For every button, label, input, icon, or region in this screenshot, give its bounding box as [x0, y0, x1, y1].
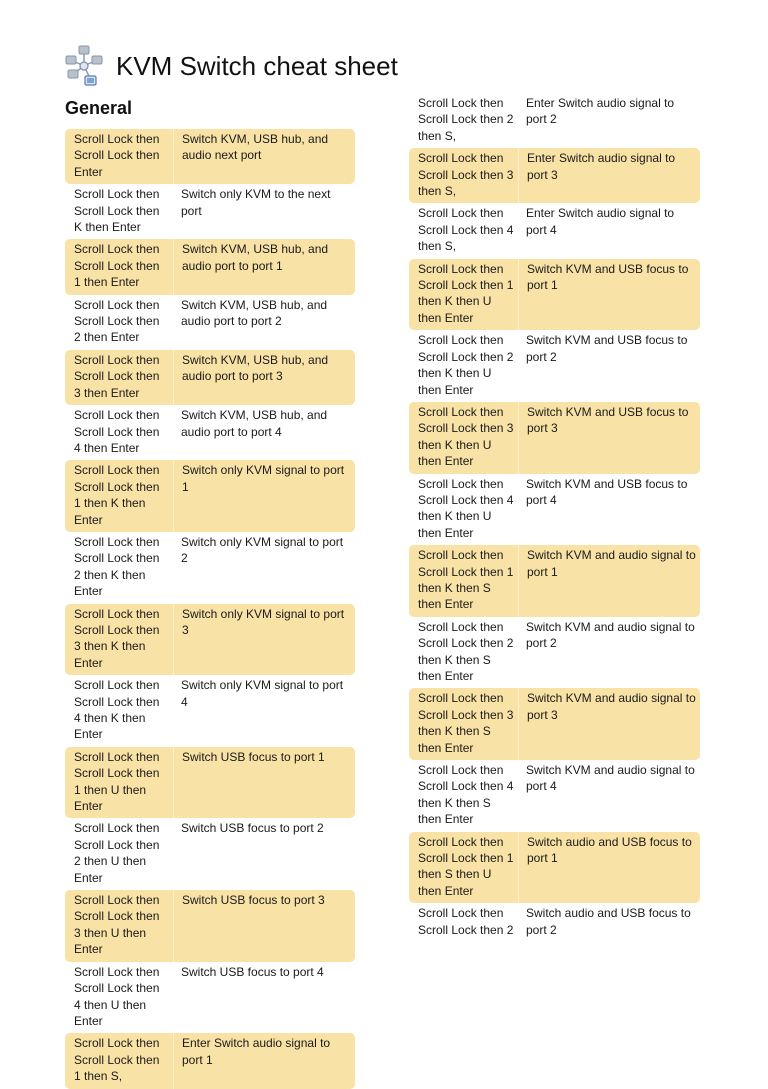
shortcut-description: Switch USB focus to port 2 [181, 821, 324, 836]
shortcut-row [409, 93, 700, 148]
shortcut-keys: Scroll Lock then Scroll Lock then 1 then K then U then Enter [418, 261, 514, 325]
shortcut-description: Switch KVM and audio signal to port 1 [518, 545, 700, 617]
shortcut-description: Switch only KVM signal to port 4 [181, 678, 344, 709]
shortcut-keys: Scroll Lock then Scroll Lock then 3 then S, [418, 151, 514, 199]
shortcut-keys: Scroll Lock then Scroll Lock then 1 then K then S then Enter [418, 548, 514, 612]
shortcut-row [409, 760, 700, 832]
page-title: KVM Switch cheat sheet [116, 50, 398, 81]
shortcut-row [65, 350, 355, 405]
shortcut-row [65, 747, 355, 819]
shortcut-keys: Scroll Lock then Scroll Lock then 1 then Enter [74, 242, 160, 290]
shortcut-row [409, 203, 700, 258]
shortcut-description: Switch KVM, USB hub, and audio port to port 3 [173, 350, 355, 405]
shortcut-keys: Scroll Lock then Scroll Lock then 4 then S, [418, 206, 514, 254]
shortcut-keys: Scroll Lock then Scroll Lock then 2 [418, 906, 514, 937]
shortcut-description: Switch KVM and USB focus to port 4 [526, 476, 688, 507]
shortcut-keys: Scroll Lock then Scroll Lock then 2 then U then Enter [74, 821, 160, 885]
network-hub-icon [64, 44, 104, 88]
shortcut-row [409, 330, 700, 402]
shortcut-description: Switch KVM and audio signal to port 2 [526, 619, 695, 651]
shortcut-description: Switch KVM and USB focus to port 2 [526, 333, 688, 364]
shortcut-keys: Scroll Lock then Scroll Lock then 3 then U then Enter [74, 893, 160, 957]
right-column [409, 93, 700, 942]
shortcut-keys: Scroll Lock then Scroll Lock then 1 then K then Enter [74, 463, 160, 527]
shortcut-keys: Scroll Lock then Scroll Lock then 3 then Enter [74, 352, 160, 400]
shortcut-description: Switch KVM, USB hub, and audio port to port 4 [181, 408, 328, 439]
shortcut-keys: Scroll Lock then Scroll Lock then 4 then Enter [74, 408, 160, 455]
shortcut-row [65, 818, 355, 890]
shortcut-keys: Scroll Lock then Scroll Lock then 3 then K then U then Enter [418, 404, 514, 469]
shortcut-keys: Scroll Lock then Scroll Lock then K then Enter [74, 187, 160, 235]
shortcut-description: Switch KVM, USB hub, and audio port to port 2 [181, 297, 328, 329]
shortcut-row [65, 890, 355, 962]
section-title: General [65, 98, 133, 118]
shortcut-description: Switch only KVM signal to port 3 [173, 604, 355, 676]
shortcut-keys: Scroll Lock then Scroll Lock then 4 then K then U then Enter [418, 476, 514, 540]
shortcut-keys: Scroll Lock then Scroll Lock then 1 then S, [74, 1036, 160, 1084]
shortcut-keys: Scroll Lock then Scroll Lock then 3 then K then S then Enter [418, 691, 514, 755]
shortcut-keys: Scroll Lock then Scroll Lock then 2 then K then Enter [74, 534, 160, 599]
shortcut-row [409, 545, 700, 617]
shortcut-keys: Scroll Lock then Scroll Lock then 4 then U then Enter [74, 964, 160, 1028]
shortcut-keys: Scroll Lock then Scroll Lock then 1 then S then U then Enter [418, 834, 514, 898]
shortcut-row [65, 460, 355, 532]
shortcut-description: Enter Switch audio signal to port 3 [518, 148, 700, 203]
shortcut-description: Switch only KVM to the next port [181, 187, 331, 218]
shortcut-row [65, 675, 355, 747]
shortcut-row [65, 604, 355, 676]
shortcut-description: Switch KVM, USB hub, and audio port to port 1 [173, 239, 355, 294]
shortcut-row [65, 532, 355, 604]
shortcut-keys: Scroll Lock then Scroll Lock then Enter [74, 132, 160, 179]
left-column [65, 129, 355, 1089]
shortcut-row [65, 405, 355, 460]
shortcut-description: Switch USB focus to port 1 [173, 747, 355, 819]
shortcut-description: Switch KVM and audio signal to port 4 [526, 763, 695, 794]
shortcut-keys: Scroll Lock then Scroll Lock then 4 then K then Enter [74, 678, 160, 742]
shortcut-row [409, 474, 700, 546]
header [64, 42, 398, 90]
shortcut-description: Switch KVM and USB focus to port 1 [518, 259, 700, 331]
shortcut-row [65, 962, 355, 1034]
shortcut-keys: Scroll Lock then Scroll Lock then 4 then K then S then Enter [418, 763, 514, 827]
shortcut-keys: Scroll Lock then Scroll Lock then 2 then Enter [74, 297, 160, 345]
shortcut-keys: Scroll Lock then Scroll Lock then 1 then U then Enter [74, 749, 160, 814]
shortcut-row [65, 239, 355, 294]
shortcut-row [65, 184, 355, 239]
shortcut-description: Enter Switch audio signal to port 2 [526, 96, 675, 127]
shortcut-description: Switch KVM, USB hub, and audio next port [173, 129, 355, 184]
shortcut-description: Enter Switch audio signal to port 1 [173, 1033, 355, 1088]
shortcut-row [65, 1033, 355, 1088]
shortcut-description: Switch only KVM signal to port 2 [181, 534, 344, 566]
shortcut-description: Switch audio and USB focus to port 2 [526, 906, 691, 937]
shortcut-row [65, 295, 355, 350]
shortcut-description: Switch only KVM signal to port 1 [173, 460, 355, 532]
shortcut-row [409, 259, 700, 331]
shortcut-row [65, 129, 355, 184]
shortcut-description: Switch USB focus to port 4 [181, 964, 324, 979]
shortcut-row [409, 617, 700, 689]
shortcut-description: Switch KVM and USB focus to port 3 [518, 402, 700, 474]
shortcut-row [409, 688, 700, 760]
shortcut-row [409, 402, 700, 474]
shortcut-row [409, 832, 700, 904]
shortcut-keys: Scroll Lock then Scroll Lock then 2 then K then S then Enter [418, 619, 514, 683]
shortcut-description: Switch KVM and audio signal to port 3 [518, 688, 700, 760]
shortcut-keys: Scroll Lock then Scroll Lock then 2 then S, [418, 96, 514, 143]
shortcut-keys: Scroll Lock then Scroll Lock then 2 then K then U then Enter [418, 333, 514, 397]
shortcut-description: Switch USB focus to port 3 [173, 890, 355, 962]
shortcut-row [409, 903, 700, 942]
shortcut-row [409, 148, 700, 203]
shortcut-description: Enter Switch audio signal to port 4 [526, 206, 675, 237]
shortcut-keys: Scroll Lock then Scroll Lock then 3 then K then Enter [74, 606, 160, 670]
shortcut-description: Switch audio and USB focus to port 1 [518, 832, 700, 904]
